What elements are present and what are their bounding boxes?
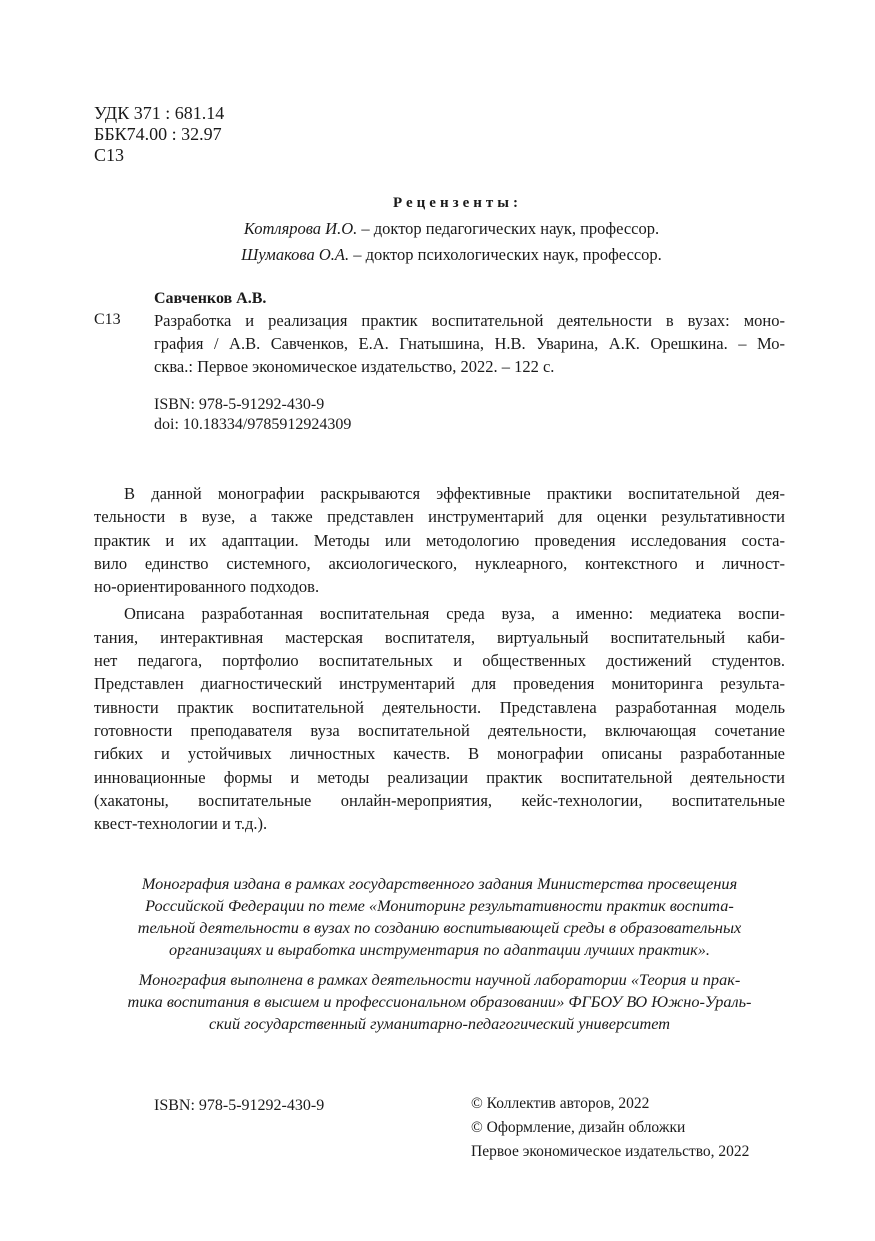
footer-isbn: ISBN: 978-5-91292-430-9 (154, 1097, 325, 1114)
abstract-line: Описана разработанная воспитательная среда вуза, а именно: медиатека воспи- (124, 604, 785, 624)
biblio-line: графия / А.В. Савченков, Е.А. Гнатышина, Н.В. Уварина, А.К. Орешкина. – Мо- (154, 334, 785, 353)
laboratory-note (94, 969, 785, 1035)
abstract-line: тивности практик воспитательной деятельности. Представлена разработанная модель (94, 697, 785, 717)
catalog-code: С13 (94, 311, 121, 328)
reviewer-2 (0, 245, 875, 265)
abstract-line: тания, интерактивная мастерская воспитателя, виртуальный воспитательный каби- (94, 627, 785, 647)
isbn: ISBN: 978-5-91292-430-9 (154, 396, 325, 413)
copyright-design: © Оформление, дизайн обложки (471, 1119, 686, 1136)
biblio-line: сква.: Первое экономическое издательство, 2022. – 122 с. (154, 357, 555, 376)
copyright-authors: © Коллектив авторов, 2022 (471, 1095, 650, 1112)
reviewer-name: Котлярова И.О. (243, 219, 358, 238)
reviewer-name: Шумакова О.А. (241, 245, 350, 264)
classification-codes (94, 103, 224, 166)
note-line: тика воспитания в высшем и профессиональном образовании» ФГБОУ ВО Южно-Ураль- (127, 992, 752, 1011)
note-line: Монография издана в рамках государственного задания Министерства просвещения (141, 874, 738, 893)
bibliographic-description (154, 309, 785, 378)
author-heading: Савченков А.В. (154, 290, 267, 307)
reviewer-title: – доктор психологических наук, профессор. (349, 245, 662, 264)
bbk-code: ББК74.00 : 32.97 (94, 124, 222, 144)
biblio-line: Разработка и реализация практик воспитательной деятельности в вузах: моно- (154, 311, 785, 330)
note-line: Российской Федерации по теме «Мониторинг результативности практик воспита- (145, 896, 734, 915)
note-line: организациях и выработка инструментария по адаптации лучших практик». (169, 940, 710, 959)
note-line: тельной деятельности в вузах по созданию воспитывающей среды в образовательных (137, 918, 742, 937)
abstract-line: гибких и устойчивых личностных качеств. В монографии описаны разработанные (94, 744, 785, 764)
abstract-line: В данной монографии раскрываются эффективные практики воспитательной дея- (124, 484, 785, 503)
publisher: Первое экономическое издательство, 2022 (471, 1143, 750, 1160)
abstract-line: тельности в вузе, а также представлен инструментарий для оценки результативности (94, 507, 785, 527)
reviewer-1 (0, 219, 875, 239)
note-line: Монография выполнена в рамках деятельности научной лаборатории «Теория и прак- (138, 970, 741, 989)
reviewer-title: – доктор педагогических наук, профессор. (357, 219, 660, 238)
abstract-line: но-ориентированного подходов. (94, 577, 320, 597)
udk-code: УДК 371 : 681.14 (94, 103, 225, 123)
identifiers (154, 395, 351, 435)
doi: doi: 10.18334/9785912924309 (154, 416, 352, 433)
funding-note (94, 873, 785, 961)
abstract-line: нет педагога, портфолио воспитательных и общественных достижений студентов. (94, 651, 785, 671)
abstract-line: готовности преподавателя вуза воспитательной деятельности, включающая сочетание (94, 720, 785, 740)
author-sign: С13 (94, 145, 125, 165)
abstract (94, 482, 785, 835)
copyright-block (471, 1092, 749, 1164)
abstract-line: инновационные формы и методы реализации практик воспитательной деятельности (94, 767, 785, 787)
abstract-line: вило единство системного, аксиологического, нуклеарного, контекстного и личност- (94, 553, 785, 573)
reviewers-heading: Рецензенты: (393, 195, 522, 211)
abstract-line: Представлен диагностический инструментарий для проведения мониторинга результа- (94, 674, 785, 694)
note-line: ский государственный гуманитарно-педагогический университет (208, 1014, 671, 1033)
abstract-line: (хакатоны, воспитательные онлайн-мероприятия, кейс-технологии, воспитательные (94, 790, 785, 810)
abstract-line: практик и их адаптации. Методы или методологию проведения исследования соста- (94, 530, 785, 550)
abstract-line: квест-технологии и т.д.). (94, 814, 268, 834)
